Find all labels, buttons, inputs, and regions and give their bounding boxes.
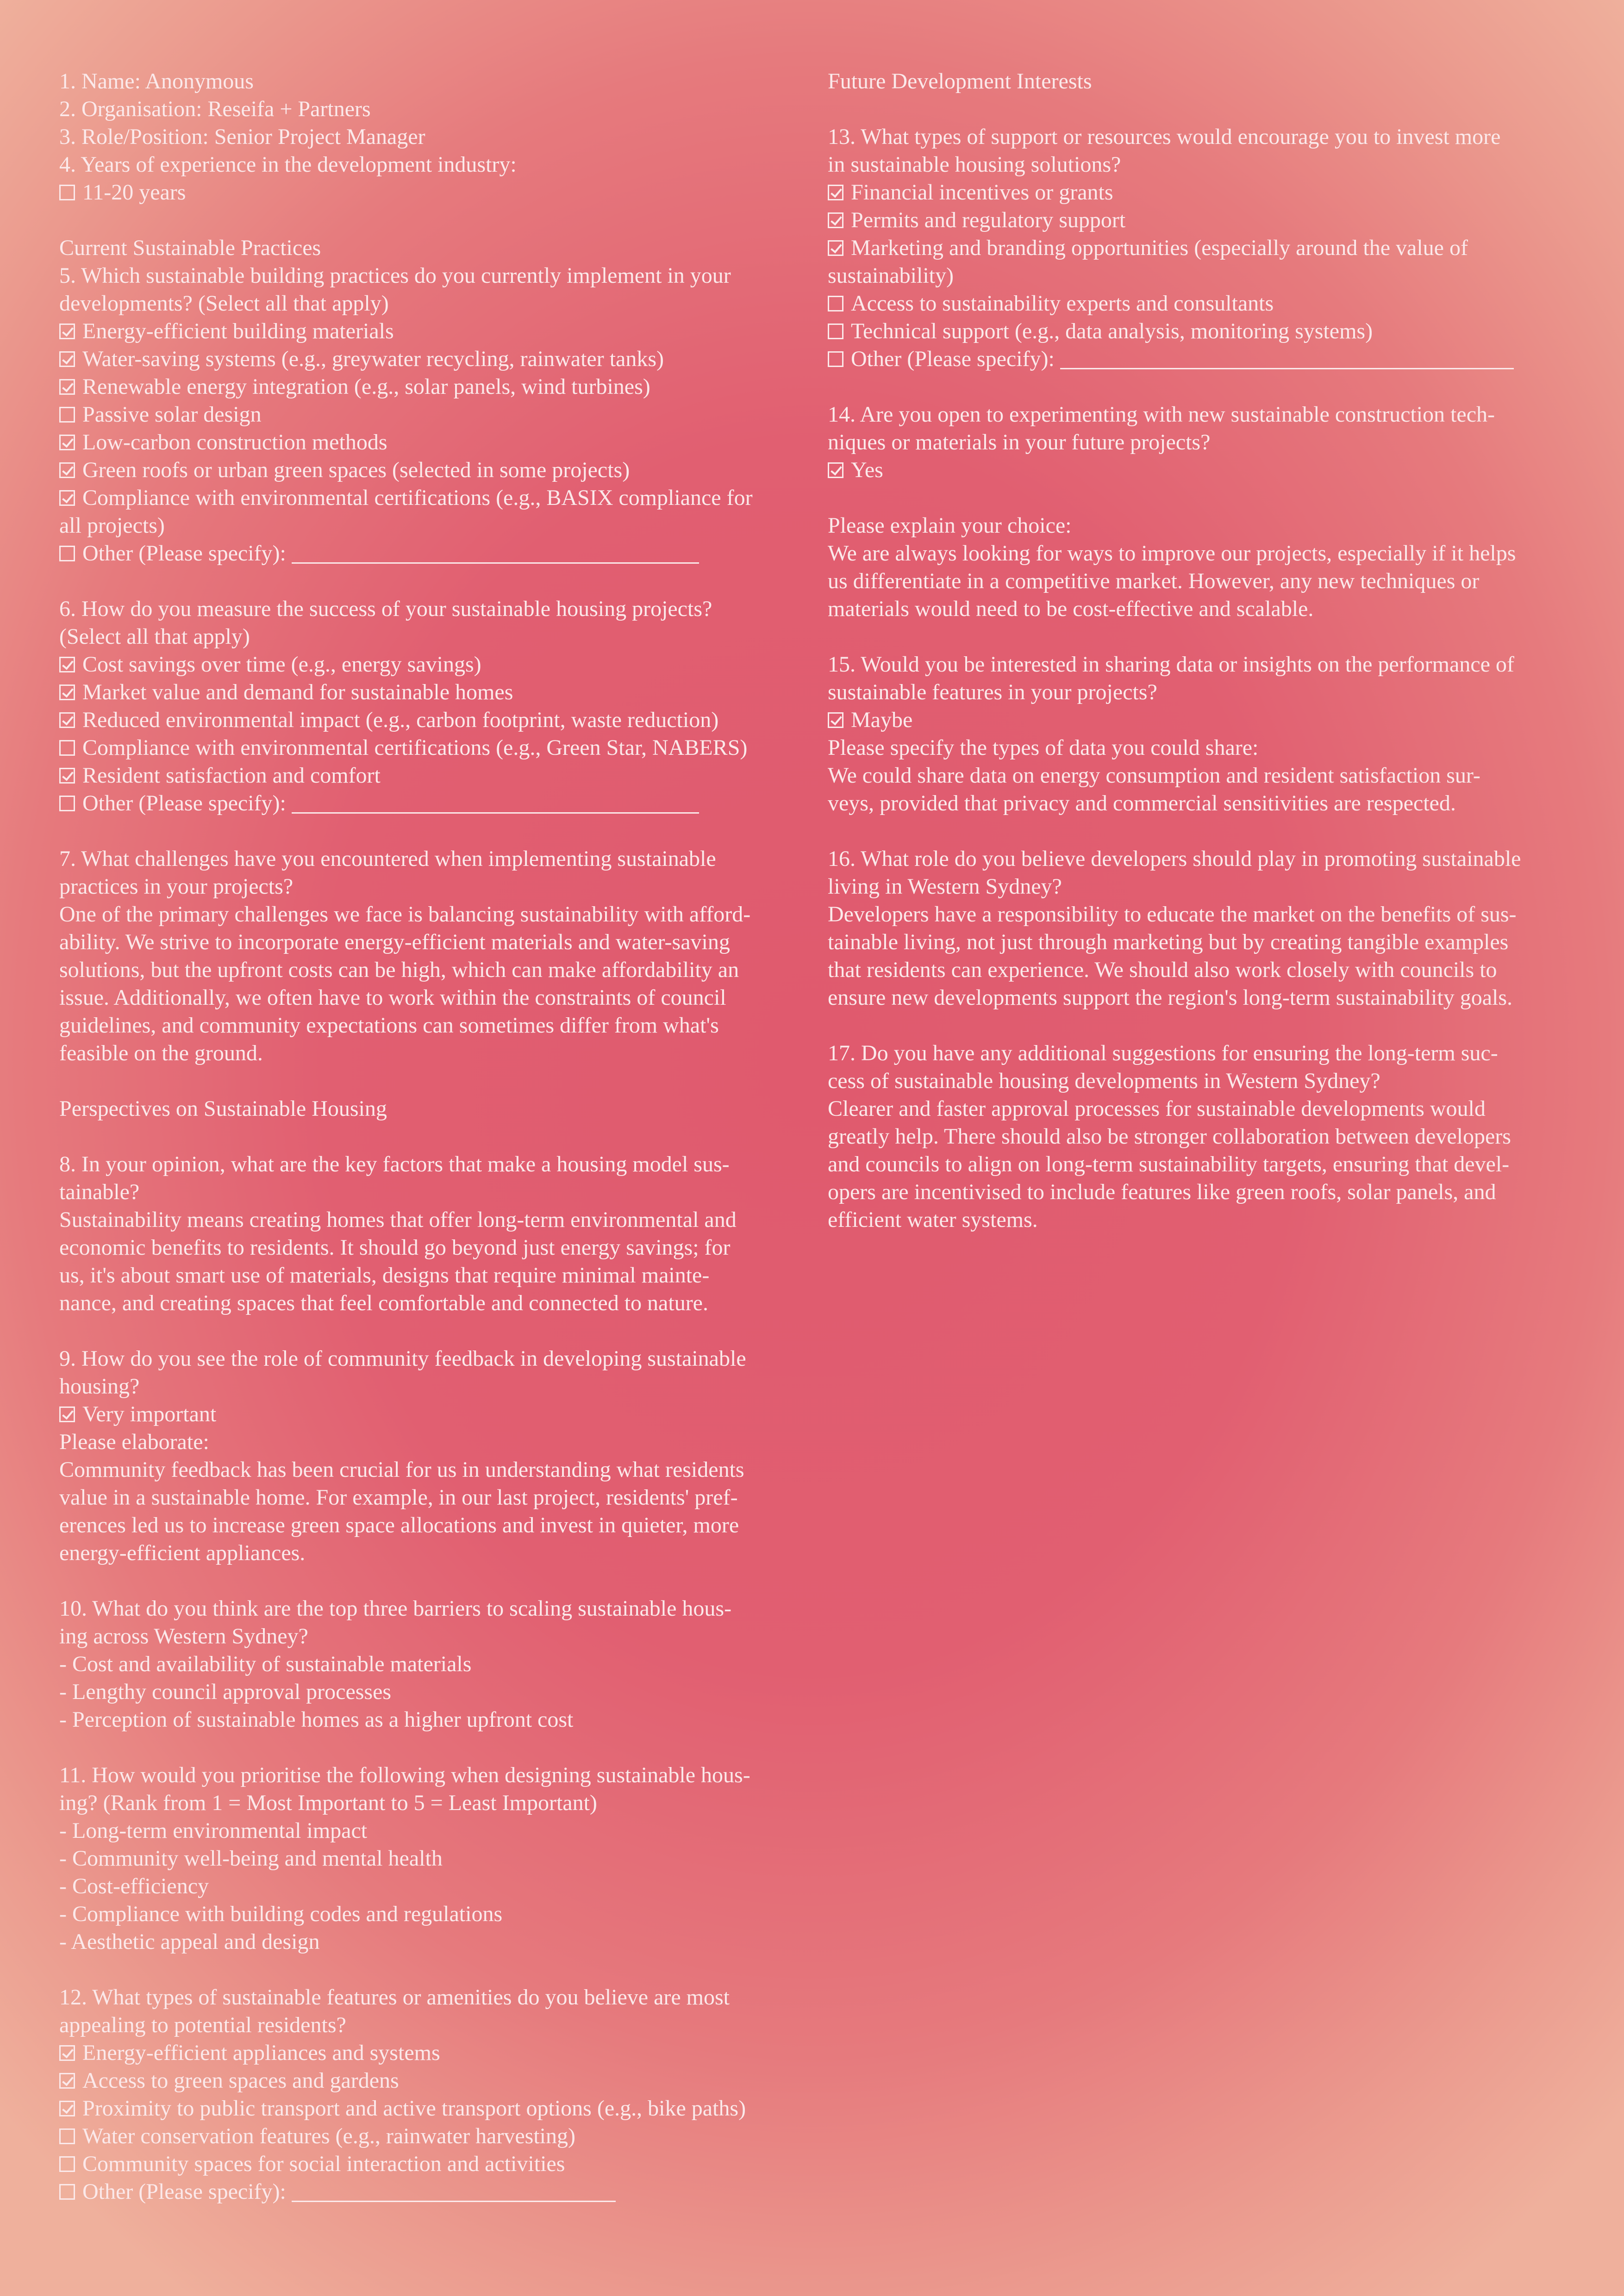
q16-question-2: living in Western Sydney? <box>828 874 1062 899</box>
q16-answer-line: that residents can experience. We should also work closely with councils to <box>828 958 1497 982</box>
other-specify-line[interactable] <box>292 794 699 814</box>
q5-option: Passive solar design <box>59 401 781 429</box>
q11-list-item: - Compliance with building codes and regulations <box>59 1902 503 1926</box>
q9-answer-line: Community feedback has been crucial for us in understanding what residents <box>59 1457 744 1482</box>
experience-option: 11-20 years <box>59 179 781 206</box>
q15-specify-label: Please specify the types of data you could share: <box>828 735 1259 760</box>
q5-option-continued: all projects) <box>59 513 165 538</box>
q9-answer-line: energy-efficient appliances. <box>59 1541 306 1565</box>
q13-option: Access to sustainability experts and consultants <box>828 290 1550 317</box>
q13-option: Financial incentives or grants <box>828 179 1550 206</box>
q7-question-2: practices in your projects? <box>59 874 294 899</box>
q17-question-2: cess of sustainable housing developments in Western Sydney? <box>828 1069 1380 1093</box>
checkbox-checked[interactable] <box>828 712 843 728</box>
q5-question-1: 5. Which sustainable building practices do you currently implement in your <box>59 263 731 288</box>
q12-option: Proximity to public transport and active transport options (e.g., bike paths) <box>59 2095 781 2122</box>
q11-list-item: - Cost-efficiency <box>59 1874 209 1898</box>
q10-list-item: - Perception of sustainable homes as a higher upfront cost <box>59 1707 574 1732</box>
checkbox-checked[interactable] <box>59 2045 75 2061</box>
q9-answer-line: erences led us to increase green space allocations and invest in quieter, more <box>59 1513 739 1537</box>
checkbox[interactable] <box>828 324 843 339</box>
q14-explain-label: Please explain your choice: <box>828 513 1072 538</box>
q14-question-1: 14. Are you open to experimenting with new sustainable construction tech- <box>828 402 1495 427</box>
q12-option: Community spaces for social interaction and activities <box>59 2150 781 2178</box>
q17-answer-line: and councils to align on long-term sustainability targets, ensuring that devel- <box>828 1152 1510 1176</box>
checkbox-checked[interactable] <box>828 462 843 478</box>
checkbox-checked[interactable] <box>59 2073 75 2089</box>
checkbox[interactable] <box>59 546 75 561</box>
q17-question-1: 17. Do you have any additional suggestions for ensuring the long-term suc- <box>828 1041 1498 1065</box>
checkbox[interactable] <box>59 2128 75 2144</box>
checkbox-checked[interactable] <box>828 212 843 228</box>
checkbox[interactable] <box>828 351 843 367</box>
q5-option: Compliance with environmental certifications (e.g., BASIX compliance for <box>59 484 781 512</box>
q10-question-1: 10. What do you think are the top three barriers to scaling sustainable hous- <box>59 1596 732 1621</box>
q7-answer-line: issue. Additionally, we often have to work within the constraints of council <box>59 985 726 1010</box>
q15-question-2: sustainable features in your projects? <box>828 680 1157 704</box>
respondent-role: 3. Role/Position: Senior Project Manager <box>59 124 425 149</box>
q16-answer-line: ensure new developments support the region's long-term sustainability goals. <box>828 985 1513 1010</box>
q7-answer-line: guidelines, and community expectations can sometimes differ from what's <box>59 1013 719 1038</box>
q16-answer-line: tainable living, not just through marketing but by creating tangible examples <box>828 930 1509 954</box>
checkbox-checked[interactable] <box>59 490 75 506</box>
q17-answer-line: Clearer and faster approval processes for sustainable developments would <box>828 1096 1486 1121</box>
q8-question-1: 8. In your opinion, what are the key factors that make a housing model sus- <box>59 1152 730 1176</box>
q11-question-2: ing? (Rank from 1 = Most Important to 5 = Least Important) <box>59 1791 597 1815</box>
q8-answer-line: us, it's about smart use of materials, designs that require minimal mainte- <box>59 1263 710 1288</box>
checkbox-checked[interactable] <box>828 185 843 200</box>
checkbox-checked[interactable] <box>59 462 75 478</box>
q6-question-2: (Select all that apply) <box>59 624 250 649</box>
q14-answer-line: materials would need to be cost-effective and scalable. <box>828 597 1314 621</box>
q14-answer-line: us differentiate in a competitive market. However, any new techniques or <box>828 569 1480 593</box>
left-column <box>59 68 781 2206</box>
q16-question-1: 16. What role do you believe developers should play in promoting sustainable <box>828 846 1521 871</box>
q5-option: Green roofs or urban green spaces (selected in some projects) <box>59 456 781 484</box>
checkbox[interactable] <box>59 185 75 200</box>
q15-question-1: 15. Would you be interested in sharing data or insights on the performance of <box>828 652 1514 677</box>
q13-option-other: Other (Please specify): <box>828 345 1550 373</box>
q9-question-2: housing? <box>59 1374 140 1399</box>
q6-option: Cost savings over time (e.g., energy savings) <box>59 651 781 678</box>
q14-question-2: niques or materials in your future projects? <box>828 430 1211 454</box>
q12-question-1: 12. What types of sustainable features or amenities do you believe are most <box>59 1985 730 2010</box>
q13-option-continued: sustainability) <box>828 263 954 288</box>
q13-option: Permits and regulatory support <box>828 206 1550 234</box>
checkbox-checked[interactable] <box>59 657 75 672</box>
q11-list-item: - Community well-being and mental health <box>59 1846 443 1871</box>
q5-option-other: Other (Please specify): <box>59 540 781 567</box>
checkbox[interactable] <box>59 2184 75 2200</box>
q15-answer-line: veys, provided that privacy and commercial sensitivities are respected. <box>828 791 1456 815</box>
q12-option-other: Other (Please specify): <box>59 2178 781 2206</box>
q13-option: Technical support (e.g., data analysis, monitoring systems) <box>828 317 1550 345</box>
section-heading-current: Current Sustainable Practices <box>59 236 321 260</box>
checkbox-checked[interactable] <box>59 351 75 367</box>
q11-question-1: 11. How would you prioritise the following when designing sustainable hous- <box>59 1763 750 1787</box>
q5-question-2: developments? (Select all that apply) <box>59 291 389 316</box>
q13-question-2: in sustainable housing solutions? <box>828 152 1121 177</box>
respondent-organisation: 2. Organisation: Reseifa + Partners <box>59 97 371 121</box>
q5-option: Energy-efficient building materials <box>59 317 781 345</box>
experience-question: 4. Years of experience in the development industry: <box>59 152 517 177</box>
q15-answer-line: We could share data on energy consumption and resident satisfaction sur- <box>828 763 1480 788</box>
right-column <box>828 68 1550 1234</box>
q6-option: Market value and demand for sustainable homes <box>59 678 781 706</box>
checkbox[interactable] <box>828 296 843 311</box>
q11-list-item: - Aesthetic appeal and design <box>59 1929 320 1954</box>
q6-question-1: 6. How do you measure the success of your sustainable housing projects? <box>59 597 712 621</box>
q12-option: Water conservation features (e.g., rainwater harvesting) <box>59 2122 781 2150</box>
q5-option: Low-carbon construction methods <box>59 429 781 456</box>
q8-answer-line: nance, and creating spaces that feel comfortable and connected to nature. <box>59 1291 708 1315</box>
q12-option: Energy-efficient appliances and systems <box>59 2039 781 2067</box>
checkbox[interactable] <box>59 407 75 423</box>
q11-list-item: - Long-term environmental impact <box>59 1818 368 1843</box>
q5-option: Renewable energy integration (e.g., solar panels, wind turbines) <box>59 373 781 401</box>
q12-question-2: appealing to potential residents? <box>59 2013 346 2037</box>
q6-option: Compliance with environmental certifications (e.g., Green Star, NABERS) <box>59 734 781 762</box>
checkbox-checked[interactable] <box>59 435 75 450</box>
respondent-name: 1. Name: Anonymous <box>59 69 254 93</box>
other-specify-line[interactable] <box>1060 349 1514 369</box>
section-heading-perspectives: Perspectives on Sustainable Housing <box>59 1096 387 1121</box>
q17-answer-line: opers are incentivised to include features like green roofs, solar panels, and <box>828 1180 1496 1204</box>
q14-answer-line: We are always looking for ways to improve our projects, especially if it helps <box>828 541 1516 566</box>
q10-list-item: - Cost and availability of sustainable materials <box>59 1652 472 1676</box>
q17-answer-line: efficient water systems. <box>828 1207 1038 1232</box>
q12-option: Access to green spaces and gardens <box>59 2067 781 2095</box>
q7-answer-line: One of the primary challenges we face is balancing sustainability with afford- <box>59 902 751 927</box>
q9-elaborate-label: Please elaborate: <box>59 1430 209 1454</box>
checkbox-checked[interactable] <box>59 379 75 395</box>
q15-option: Maybe <box>828 706 1550 734</box>
checkbox-checked[interactable] <box>59 712 75 728</box>
q10-question-2: ing across Western Sydney? <box>59 1624 308 1649</box>
q6-option: Resident satisfaction and comfort <box>59 762 781 790</box>
q17-answer-line: greatly help. There should also be stronger collaboration between developers <box>828 1124 1511 1149</box>
q14-option: Yes <box>828 456 1550 484</box>
q7-question-1: 7. What challenges have you encountered when implementing sustainable <box>59 846 716 871</box>
q9-option: Very important <box>59 1400 781 1428</box>
checkbox[interactable] <box>59 2156 75 2172</box>
checkbox-checked[interactable] <box>59 324 75 339</box>
q16-answer-line: Developers have a responsibility to educate the market on the benefits of sus- <box>828 902 1517 927</box>
q7-answer-line: feasible on the ground. <box>59 1041 263 1065</box>
checkbox-checked[interactable] <box>59 684 75 700</box>
q6-option: Reduced environmental impact (e.g., carbon footprint, waste reduction) <box>59 706 781 734</box>
other-specify-line[interactable] <box>292 2182 616 2202</box>
q8-answer-line: economic benefits to residents. It should go beyond just energy savings; for <box>59 1235 731 1260</box>
q9-answer-line: value in a sustainable home. For example, in our last project, residents' pref- <box>59 1485 738 1510</box>
q6-option-other: Other (Please specify): <box>59 790 781 817</box>
q8-answer-line: Sustainability means creating homes that offer long-term environmental and <box>59 1207 737 1232</box>
checkbox-checked[interactable] <box>59 768 75 784</box>
q7-answer-line: ability. We strive to incorporate energy-efficient materials and water-saving <box>59 930 730 954</box>
section-heading-future: Future Development Interests <box>828 69 1092 93</box>
q7-answer-line: solutions, but the upfront costs can be high, which can make affordability an <box>59 958 739 982</box>
checkbox-checked[interactable] <box>828 240 843 256</box>
checkbox[interactable] <box>59 740 75 756</box>
q10-list-item: - Lengthy council approval processes <box>59 1680 392 1704</box>
q13-question-1: 13. What types of support or resources would encourage you to invest more <box>828 124 1501 149</box>
checkbox-checked[interactable] <box>59 1406 75 1422</box>
q13-option: Marketing and branding opportunities (especially around the value of <box>828 234 1550 262</box>
q5-option: Water-saving systems (e.g., greywater recycling, rainwater tanks) <box>59 345 781 373</box>
checkbox-checked[interactable] <box>59 2101 75 2116</box>
checkbox[interactable] <box>59 796 75 811</box>
q8-question-2: tainable? <box>59 1180 140 1204</box>
q9-question-1: 9. How do you see the role of community feedback in developing sustainable <box>59 1346 746 1371</box>
other-specify-line[interactable] <box>292 544 699 564</box>
